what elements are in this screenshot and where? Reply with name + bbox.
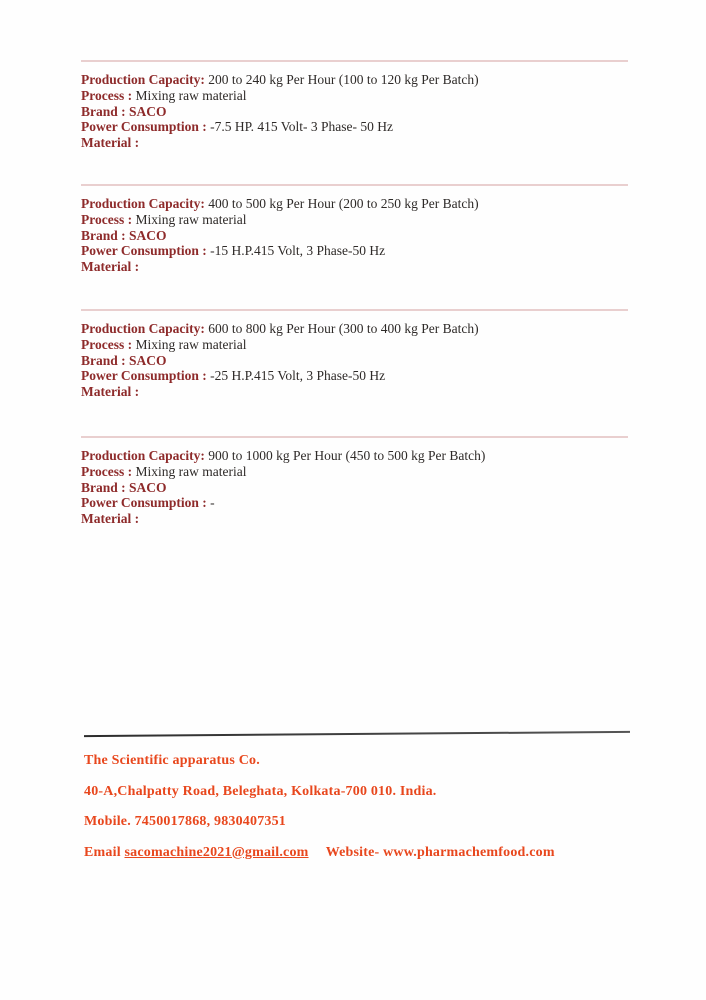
power-consumption-value: -15 H.P.415 Volt, 3 Phase-50 Hz [210, 243, 386, 259]
spec-row-process [81, 464, 628, 480]
material-label: Material : [81, 259, 140, 275]
brand-value: SACO [129, 227, 167, 243]
website-text: Website- www.pharmachemfood.com [325, 844, 555, 860]
spec-row-process [81, 337, 628, 353]
spec-row-production-capacity [81, 72, 628, 88]
spec-row-process [81, 88, 628, 104]
spec-row-material [81, 135, 628, 151]
power-consumption-value: -25 H.P.415 Volt, 3 Phase-50 Hz [210, 368, 386, 384]
spec-row-power-consumption [81, 243, 628, 259]
brand-label: Brand : [81, 352, 126, 368]
production-capacity-value: 200 to 240 kg Per Hour (100 to 120 kg Per Batch) [208, 72, 479, 87]
power-consumption-value: - [210, 495, 215, 511]
production-capacity-label: Production Capacity: [81, 72, 205, 87]
production-capacity-label: Production Capacity: [81, 448, 205, 463]
block-divider [81, 309, 628, 311]
spec-row-production-capacity [81, 196, 628, 212]
production-capacity-label: Production Capacity: [81, 321, 205, 336]
company-address: 40-A,Chalpatty Road, Beleghata, Kolkata-700 010. India. [84, 783, 437, 799]
spec-row-power-consumption [81, 119, 628, 135]
product-spec-block [81, 436, 628, 527]
footer-contact-block [84, 753, 644, 875]
process-value: Mixing raw material [135, 211, 247, 227]
spec-row-material [81, 511, 628, 527]
brand-value: SACO [129, 103, 167, 119]
product-spec-block [81, 309, 628, 400]
brand-value: SACO [129, 352, 167, 368]
process-value: Mixing raw material [135, 336, 247, 352]
brand-label: Brand : [81, 227, 126, 243]
spec-row-material [81, 259, 628, 275]
spec-row-brand [81, 480, 628, 496]
production-capacity-value: 400 to 500 kg Per Hour (200 to 250 kg Per Batch) [208, 196, 479, 211]
production-capacity-value: 900 to 1000 kg Per Hour (450 to 500 kg Per Batch) [208, 448, 486, 463]
company-name: The Scientific apparatus Co. [84, 753, 260, 768]
power-consumption-label: Power Consumption : [81, 368, 207, 384]
process-label: Process : [81, 463, 133, 479]
spec-row-power-consumption [81, 368, 628, 384]
spec-row-production-capacity [81, 448, 628, 464]
spec-row-power-consumption [81, 495, 628, 511]
spec-row-production-capacity [81, 321, 628, 337]
process-value: Mixing raw material [135, 87, 247, 103]
production-capacity-value: 600 to 800 kg Per Hour (300 to 400 kg Per Batch) [208, 321, 479, 336]
material-label: Material : [81, 511, 140, 527]
block-divider [81, 184, 628, 186]
block-divider [81, 60, 628, 62]
email-link[interactable]: sacomachine2021@gmail.com [124, 844, 309, 860]
process-label: Process : [81, 336, 133, 352]
process-label: Process : [81, 211, 133, 227]
power-consumption-label: Power Consumption : [81, 495, 207, 511]
mobile-numbers: Mobile. 7450017868, 9830407351 [84, 814, 286, 829]
spec-row-brand [81, 353, 628, 369]
spec-row-brand [81, 228, 628, 244]
production-capacity-label: Production Capacity: [81, 196, 205, 211]
footer-divider [84, 731, 630, 737]
power-consumption-value: -7.5 HP. 415 Volt- 3 Phase- 50 Hz [210, 119, 394, 135]
process-label: Process : [81, 87, 133, 103]
process-value: Mixing raw material [135, 463, 247, 479]
email-website-line [84, 845, 644, 861]
power-consumption-label: Power Consumption : [81, 243, 207, 259]
material-label: Material : [81, 135, 140, 151]
spec-row-material [81, 384, 628, 400]
brand-label: Brand : [81, 479, 126, 495]
brand-label: Brand : [81, 103, 126, 119]
product-spec-block [81, 60, 628, 151]
spec-row-process [81, 212, 628, 228]
brand-value: SACO [129, 479, 167, 495]
block-divider [81, 436, 628, 438]
spec-row-brand [81, 104, 628, 120]
power-consumption-label: Power Consumption : [81, 119, 207, 135]
email-label: Email [84, 844, 121, 860]
product-spec-block [81, 184, 628, 275]
material-label: Material : [81, 384, 140, 400]
